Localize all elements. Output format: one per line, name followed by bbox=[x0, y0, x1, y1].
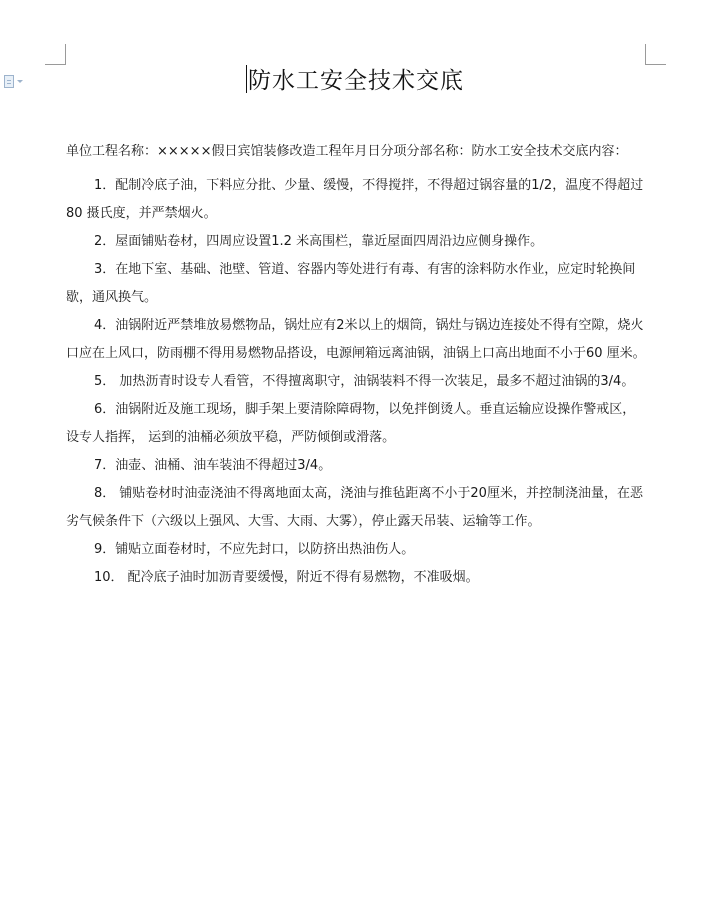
list-item: 3．在地下室、基础、池壁、管道、容器内等处进行有毒、有害的涂料防水作业，应定时轮换间歇，通风换气。 bbox=[66, 262, 636, 305]
list-item: 4．油锅附近严禁堆放易燃物品，锅灶应有2米以上的烟筒，锅灶与锅边连接处不得有空隙，烧火口应在上风口，防雨棚不得用易燃物品搭设，电源闸箱远离油锅，油锅上口高出地面不小于60 厘米。 bbox=[66, 318, 646, 361]
list-item: 5． 加热沥青时设专人看管，不得擅离职守，油锅装料不得一次装足，最多不超过油锅的3/4。 bbox=[94, 374, 635, 389]
list-item: 10． 配冷底子油时加沥青要缓慢，附近不得有易燃物，不准吸烟。 bbox=[94, 570, 479, 585]
text-cursor bbox=[246, 65, 247, 93]
intro-paragraph: 单位工程名称：×××××假日宾馆装修改造工程年月日分项分部名称：防水工安全技术交底内容： bbox=[66, 144, 628, 159]
list-item: 2．屋面铺贴卷材，四周应设置1.2 米高围栏，靠近屋面四周沿边应侧身操作。 bbox=[94, 234, 544, 249]
document-body[interactable] bbox=[66, 138, 646, 592]
document-title: 防水工安全技术交底 bbox=[248, 68, 464, 94]
page-corner-mark-top-right bbox=[645, 44, 666, 65]
list-item: 6．油锅附近及施工现场，脚手架上要清除障碍物，以免拌倒烫人。垂直运输应设操作警戒区，设专人指挥， 运到的油桶必须放平稳，严防倾倒或滑落。 bbox=[66, 402, 636, 445]
list-item: 9．铺贴立面卷材时，不应先封口，以防挤出热油伤人。 bbox=[94, 542, 415, 557]
list-item: 7．油壶、油桶、油车装油不得超过3/4。 bbox=[94, 458, 332, 473]
document-title-line[interactable] bbox=[0, 64, 710, 98]
list-item: 8． 铺贴卷材时油壶浇油不得离地面太高，浇油与推毡距离不小于20厘米，并控制浇油量，在恶劣气候条件下（六级以上强风、大雪、大雨、大雾），停止露天吊装、运输等工作。 bbox=[66, 486, 643, 529]
page-corner-mark-top-left bbox=[45, 44, 66, 65]
list-item: 1．配制冷底子油，下料应分批、少量、缓慢，不得搅拌，不得超过锅容量的1/2，温度不得超过80 摄氏度，并严禁烟火。 bbox=[66, 178, 644, 221]
